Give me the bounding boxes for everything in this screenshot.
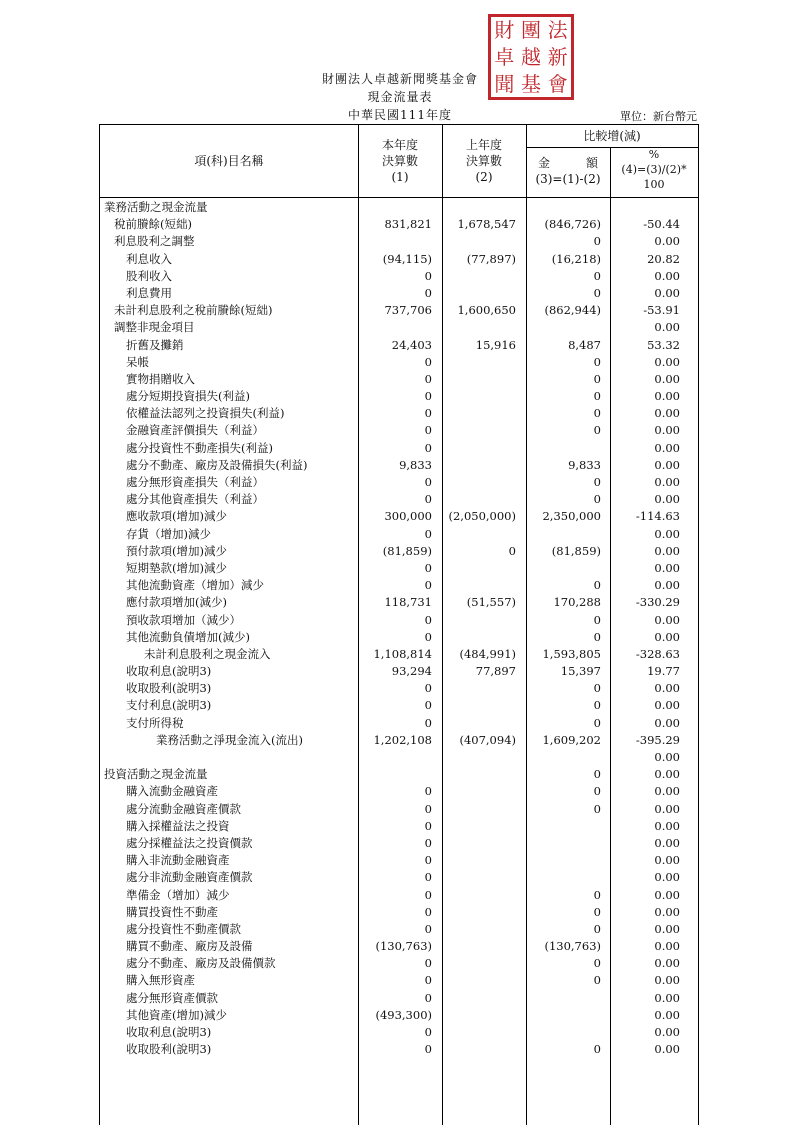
row-label: 利息股利之調整 (114, 234, 195, 249)
change-percent: 0.00 (654, 406, 680, 421)
row-label: 處分投資性不動產價款 (126, 921, 241, 936)
table-row (100, 663, 698, 680)
table-row (100, 440, 698, 457)
table-row (100, 904, 698, 921)
row-label: 未計利息股利之現金流入 (144, 646, 271, 661)
row-label: 處分非流動金融資產價款 (126, 870, 253, 885)
table-row (100, 319, 698, 336)
change-percent: 0.00 (654, 1007, 680, 1022)
row-label: 其他資產(增加)減少 (126, 1007, 227, 1022)
table-row (100, 268, 698, 285)
row-label: 調整非現金項目 (114, 320, 195, 335)
table-row (100, 474, 698, 491)
current-year-value: (94,115) (382, 251, 432, 266)
row-label: 業務活動之現金流量 (104, 200, 208, 214)
current-year-value: 831,821 (384, 217, 432, 232)
table-row (100, 646, 698, 663)
row-label: 處分無形資產價款 (126, 990, 218, 1005)
change-amount: 9,833 (568, 457, 601, 472)
table-row (100, 251, 698, 268)
change-percent: 0.00 (654, 578, 680, 593)
previous-year-header: 上年度 決算數 (2) (465, 138, 502, 184)
table-body (100, 199, 698, 1058)
current-year-value: 118,731 (384, 595, 432, 610)
row-label: 其他流動負債增加(減少) (126, 629, 250, 644)
change-amount: 0 (593, 715, 601, 730)
table-row (100, 337, 698, 354)
current-year-value: 0 (424, 956, 432, 971)
change-percent: 0.00 (654, 921, 680, 936)
row-label: 應收款項(增加)減少 (126, 509, 227, 524)
statement-period: 中華民國111年度 (348, 108, 452, 122)
current-year-value: 0 (424, 904, 432, 919)
row-label: 收取股利(說明3) (126, 1042, 212, 1057)
change-percent: 19.77 (647, 664, 680, 679)
current-year-header: 本年度 決算數 (1) (381, 138, 418, 184)
table-row (100, 285, 698, 302)
change-percent-extra: 0.00 (654, 749, 680, 764)
current-year-value: 0 (424, 1025, 432, 1039)
change-percent: 0.00 (654, 1025, 680, 1039)
change-percent: 20.82 (647, 251, 680, 266)
organization-name: 財團法人卓越新聞獎基金會 (321, 72, 478, 86)
current-year-value: 24,403 (391, 337, 432, 352)
change-amount: 0 (593, 423, 601, 438)
change-amount: 0 (593, 389, 601, 404)
current-year-value: 9,833 (399, 457, 432, 472)
change-amount: 0 (593, 887, 601, 902)
row-label: 呆帳 (126, 354, 149, 369)
change-percent: 0.00 (654, 543, 680, 558)
current-year-value: 93,294 (391, 664, 432, 679)
previous-year-value: 1,678,547 (457, 217, 516, 232)
table-row (100, 766, 698, 783)
change-amount: 0 (593, 921, 601, 936)
table-row (100, 354, 698, 371)
organization-seal: 財 團 法 卓 越 新 聞 基 會 (488, 14, 574, 100)
current-year-value: 0 (424, 921, 432, 936)
table-row (100, 801, 698, 818)
current-year-value: 0 (424, 835, 432, 850)
change-percent: 0.00 (654, 887, 680, 902)
table-row (100, 835, 698, 852)
change-percent: 53.32 (647, 337, 680, 352)
cash-flow-table (99, 124, 699, 1125)
change-percent: 0.00 (654, 939, 680, 954)
previous-year-value: 77,897 (475, 664, 516, 679)
row-label: 支付利息(說明3) (126, 698, 212, 713)
change-percent: 0.00 (654, 629, 680, 644)
change-percent: 0.00 (654, 990, 680, 1005)
change-amount: 0 (593, 956, 601, 971)
change-percent: -53.91 (643, 303, 680, 318)
percent-header: % (4)=(3)/(2)* 100 (621, 148, 687, 191)
row-label: 收取利息(說明3) (126, 664, 212, 679)
change-percent: -328.63 (635, 646, 680, 661)
change-amount: 1,593,805 (542, 646, 601, 661)
row-label: 利息費用 (126, 285, 172, 300)
table-row (100, 526, 698, 543)
table-row (100, 749, 698, 766)
change-amount: 15,397 (560, 664, 601, 679)
change-percent: 0.00 (654, 715, 680, 730)
change-amount: 1,609,202 (542, 732, 601, 747)
table-row (100, 990, 698, 1007)
change-percent: -395.29 (635, 732, 680, 747)
change-percent: 0.00 (654, 698, 680, 713)
comparison-header: 比較增(減) (583, 129, 641, 143)
current-year-value: 300,000 (384, 509, 432, 524)
table-row (100, 543, 698, 560)
change-amount: 0 (593, 612, 601, 627)
table-row (100, 405, 698, 422)
current-year-value: 0 (424, 973, 432, 988)
row-label: 預收款項增加（減少） (126, 612, 241, 627)
table-row (100, 491, 698, 508)
change-amount: 0 (593, 681, 601, 696)
table-row (100, 697, 698, 714)
current-year-value: 0 (424, 578, 432, 593)
change-percent: 0.00 (654, 870, 680, 885)
row-label: 投資活動之現金流量 (104, 767, 208, 782)
row-label: 處分無形資產損失（利益） (126, 475, 264, 489)
change-percent: 0.00 (654, 526, 680, 541)
table-row (100, 972, 698, 989)
table-row (100, 921, 698, 938)
change-percent: -50.44 (643, 217, 680, 232)
table-row (100, 371, 698, 388)
current-year-value: 0 (424, 853, 432, 868)
row-label: 處分短期投資損失(利益) (126, 389, 250, 404)
table-row (100, 577, 698, 594)
change-percent: 0.00 (654, 801, 680, 816)
change-amount: 0 (593, 698, 601, 713)
item-column-header: 項(科)目名稱 (194, 154, 264, 168)
row-label: 存貨（增加)減少 (126, 526, 211, 541)
change-percent: 0.00 (654, 681, 680, 696)
change-percent: 0.00 (654, 784, 680, 799)
previous-year-value: (407,094) (459, 732, 516, 747)
row-label: 準備金（增加）減少 (126, 887, 230, 902)
row-label: 未計利息股利之稅前賸餘(短絀) (114, 303, 273, 318)
row-label: 折舊及攤銷 (126, 337, 184, 352)
current-year-value: 0 (424, 526, 432, 541)
currency-unit: 單位：新台幣元 (620, 110, 697, 123)
current-year-value: 737,706 (384, 303, 432, 318)
table-row (100, 1024, 698, 1041)
change-percent: 0.00 (654, 973, 680, 988)
current-year-value: 0 (424, 371, 432, 386)
change-percent: -330.29 (635, 595, 680, 610)
change-amount: (81,859) (551, 543, 601, 558)
row-label: 業務活動之淨現金流入(流出) (156, 732, 303, 747)
change-percent: 0.00 (654, 1042, 680, 1057)
change-percent: 0.00 (654, 457, 680, 472)
change-amount: 0 (593, 578, 601, 593)
row-label: 處分其他資產損失（利益） (126, 492, 264, 507)
current-year-value: 0 (424, 629, 432, 644)
table-row (100, 233, 698, 250)
previous-year-value: (2,050,000) (448, 509, 516, 524)
table-row (100, 887, 698, 904)
change-amount: 0 (593, 268, 601, 283)
current-year-value: 0 (424, 268, 432, 283)
table-row (100, 1041, 698, 1058)
change-amount: 0 (593, 285, 601, 300)
current-year-value: 0 (424, 612, 432, 627)
table-row (100, 629, 698, 646)
change-percent: 0.00 (654, 440, 680, 455)
previous-year-value: 1,600,650 (457, 303, 516, 318)
current-year-value: (493,300) (375, 1007, 432, 1022)
row-label: 購買投資性不動產 (126, 904, 218, 919)
change-amount: 2,350,000 (542, 509, 601, 524)
change-amount: 0 (593, 973, 601, 988)
table-row (100, 1007, 698, 1024)
previous-year-value: (77,897) (466, 251, 516, 266)
row-label: 應付款項增加(減少) (126, 595, 227, 610)
current-year-value: 0 (424, 887, 432, 902)
row-label: 處分不動產、廠房及設備損失(利益) (126, 457, 308, 472)
row-label: 其他流動資產（增加）減少 (126, 578, 264, 593)
current-year-value: 0 (424, 423, 432, 438)
change-percent: 0.00 (654, 612, 680, 627)
row-label: 依權益法認列之投資損失(利益) (126, 406, 285, 421)
change-amount: (16,218) (551, 251, 601, 266)
current-year-value: 0 (424, 681, 432, 696)
table-row (100, 612, 698, 629)
change-percent: 0.00 (654, 423, 680, 438)
table-row (100, 508, 698, 525)
table-row (100, 680, 698, 697)
change-amount: 0 (593, 475, 601, 489)
current-year-value: 0 (424, 818, 432, 833)
change-percent: 0.00 (654, 285, 680, 300)
table-row (100, 457, 698, 474)
row-label: 處分流動金融資產價款 (126, 801, 241, 816)
row-label: 利息收入 (126, 251, 172, 266)
change-percent: 0.00 (654, 835, 680, 850)
previous-year-value: 0 (508, 543, 516, 558)
change-percent: 0.00 (654, 904, 680, 919)
statement-title: 現金流量表 (367, 90, 433, 104)
current-year-value: 0 (424, 285, 432, 300)
change-percent: 0.00 (654, 956, 680, 971)
row-label: 稅前賸餘(短絀) (114, 217, 192, 232)
row-label: 購入無形資產 (126, 973, 195, 988)
table-row (100, 388, 698, 405)
change-percent: 0.00 (654, 268, 680, 283)
change-amount: 0 (593, 629, 601, 644)
change-amount: 170,288 (553, 595, 601, 610)
table-row (100, 732, 698, 764)
table-row (100, 938, 698, 955)
current-year-value: 1,202,108 (373, 732, 432, 747)
table-row (100, 955, 698, 972)
change-amount: 0 (593, 371, 601, 386)
table-row (100, 818, 698, 835)
current-year-value: (81,859) (382, 543, 432, 558)
row-label: 短期墊款(增加)減少 (126, 560, 227, 575)
current-year-value: 0 (424, 715, 432, 730)
current-year-value: 0 (424, 354, 432, 369)
current-year-value: 0 (424, 990, 432, 1005)
change-amount: (846,726) (544, 217, 601, 232)
current-year-value: (130,763) (375, 939, 432, 954)
change-amount: (862,944) (544, 303, 601, 318)
table-row (100, 216, 698, 233)
change-percent: 0.00 (654, 560, 680, 575)
change-percent: 0.00 (654, 767, 680, 782)
change-amount: 0 (593, 784, 601, 799)
row-label: 處分不動產、廠房及設備價款 (126, 956, 276, 971)
previous-year-value: (51,557) (466, 595, 516, 610)
table-row (100, 422, 698, 439)
change-amount: 0 (593, 904, 601, 919)
row-label: 收取股利(說明3) (126, 681, 212, 696)
change-percent: 0.00 (654, 354, 680, 369)
table-row (100, 199, 698, 216)
change-percent: 0.00 (654, 492, 680, 507)
previous-year-value: (484,991) (459, 646, 516, 661)
table-row (100, 560, 698, 577)
current-year-value: 0 (424, 440, 432, 455)
change-percent: -114.63 (635, 509, 680, 524)
table-row (100, 302, 698, 319)
row-label: 支付所得稅 (126, 715, 184, 730)
table-row (100, 852, 698, 869)
row-label: 預付款項(增加)減少 (126, 543, 227, 558)
table-row (100, 594, 698, 611)
amount-header: 金 額 (3)=(1)-(2) (535, 156, 601, 186)
change-amount: 0 (593, 492, 601, 507)
current-year-value: 0 (424, 475, 432, 489)
row-label: 處分採權益法之投資價款 (126, 835, 253, 850)
current-year-value: 0 (424, 784, 432, 799)
current-year-value: 0 (424, 698, 432, 713)
previous-year-value: 15,916 (475, 337, 516, 352)
current-year-value: 0 (424, 560, 432, 575)
table-row (100, 783, 698, 800)
change-amount: 0 (593, 767, 601, 782)
row-label: 購入非流動金融資產 (126, 853, 230, 868)
row-label: 股利收入 (126, 268, 172, 283)
change-amount: 8,487 (568, 337, 601, 352)
change-amount: 0 (593, 406, 601, 421)
row-label: 收取利息(說明3) (126, 1025, 212, 1039)
change-amount: 0 (593, 1042, 601, 1057)
row-label: 購入流動金融資產 (126, 784, 218, 799)
change-percent: 0.00 (654, 234, 680, 249)
change-percent: 0.00 (654, 389, 680, 404)
change-amount: 0 (593, 234, 601, 249)
current-year-value: 0 (424, 492, 432, 507)
row-label: 金融資產評價損失（利益） (126, 423, 264, 438)
change-percent: 0.00 (654, 853, 680, 868)
current-year-value: 0 (424, 1042, 432, 1057)
change-percent: 0.00 (654, 371, 680, 386)
row-label: 購買不動產、廠房及設備 (126, 939, 253, 954)
row-label: 處分投資性不動產損失(利益) (126, 440, 273, 455)
change-amount: 0 (593, 801, 601, 816)
change-amount: (130,763) (544, 939, 601, 954)
current-year-value: 0 (424, 389, 432, 404)
current-year-value: 1,108,814 (373, 646, 432, 661)
change-percent: 0.00 (654, 475, 680, 489)
change-amount: 0 (593, 354, 601, 369)
current-year-value: 0 (424, 801, 432, 816)
table-row (100, 869, 698, 886)
change-percent: 0.00 (654, 818, 680, 833)
current-year-value: 0 (424, 406, 432, 421)
change-percent: 0.00 (654, 320, 680, 335)
row-label: 購入採權益法之投資 (126, 818, 230, 833)
row-label: 實物捐贈收入 (126, 371, 195, 386)
current-year-value: 0 (424, 870, 432, 885)
table-row (100, 715, 698, 732)
